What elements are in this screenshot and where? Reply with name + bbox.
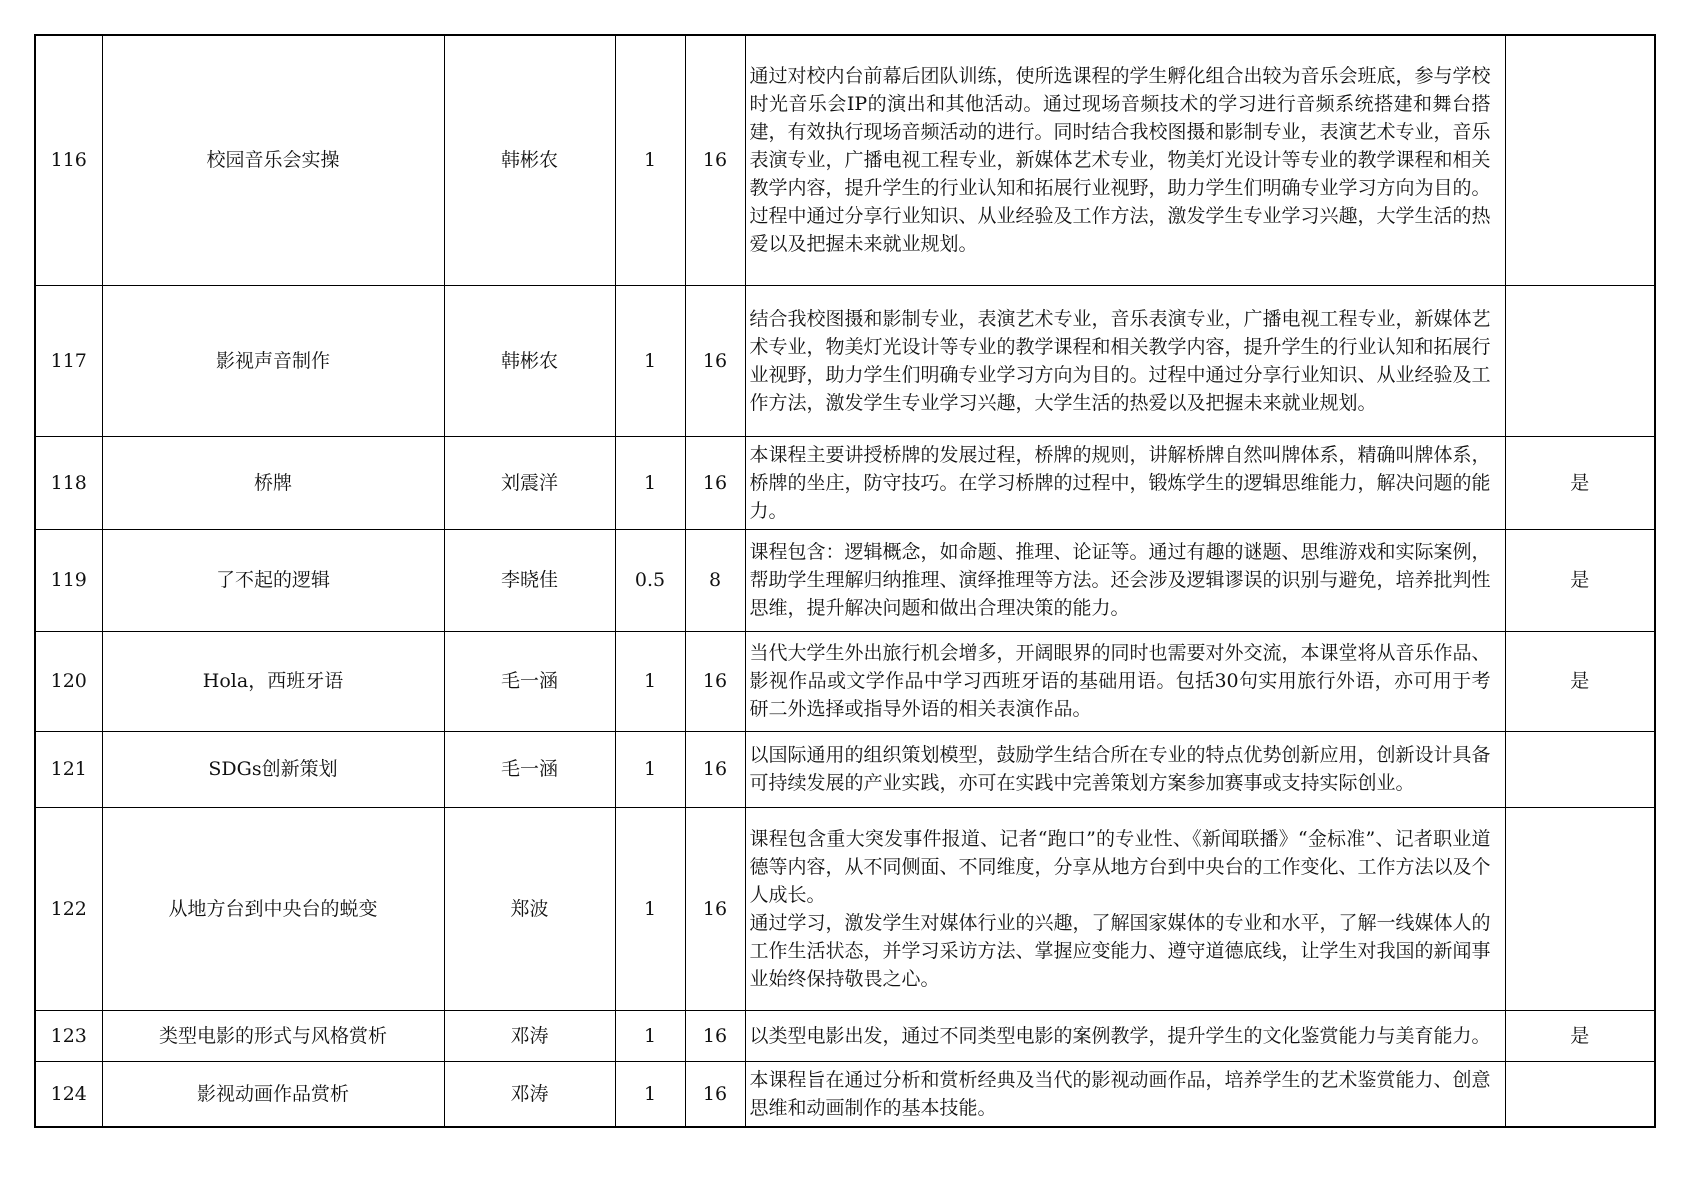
credit-cell: 1 — [615, 35, 685, 285]
table-row — [35, 731, 1655, 807]
teacher-cell: 李晓佳 — [444, 529, 615, 631]
flag-cell: 是 — [1505, 436, 1655, 529]
hours-cell: 16 — [685, 35, 745, 285]
table-row — [35, 436, 1655, 529]
course-number-cell: 119 — [35, 529, 102, 631]
course-description-cell: 本课程旨在通过分析和赏析经典及当代的影视动画作品，培养学生的艺术鉴赏能力、创意思维和动画制作的基本技能。 — [745, 1061, 1505, 1127]
hours-cell: 16 — [685, 436, 745, 529]
course-name-cell: 了不起的逻辑 — [102, 529, 444, 631]
course-name-cell: 影视动画作品赏析 — [102, 1061, 444, 1127]
course-description-cell: 当代大学生外出旅行机会增多，开阔眼界的同时也需要对外交流，本课堂将从音乐作品、影视作品或文学作品中学习西班牙语的基础用语。包括30句实用旅行外语，亦可用于考研二外选择或指导外语的相关表演作品。 — [745, 631, 1505, 731]
course-table-body — [35, 35, 1655, 1127]
course-table-sheet — [34, 34, 1656, 1128]
course-name-cell: 校园音乐会实操 — [102, 35, 444, 285]
course-name-cell: 影视声音制作 — [102, 285, 444, 436]
course-description-cell: 课程包含重大突发事件报道、记者“跑口”的专业性、《新闻联播》“金标准”、记者职业道德等内容，从不同侧面、不同维度，分享从地方台到中央台的工作变化、工作方法以及个人成长。 通过学习，激发学生对媒体行业的兴趣，了解国家媒体的专业和水平，了解一线媒体人的工作生活状态，并学习采访方法、掌握应变能力、遵守道德底线，让学生对我国的新闻事业始终保持敬畏之心。 — [745, 807, 1505, 1010]
course-description-cell: 课程包含：逻辑概念，如命题、推理、论证等。通过有趣的谜题、思维游戏和实际案例，帮助学生理解归纳推理、演绎推理等方法。还会涉及逻辑谬误的识别与避免，培养批判性思维，提升解决问题和做出合理决策的能力。 — [745, 529, 1505, 631]
hours-cell: 16 — [685, 731, 745, 807]
teacher-cell: 邓涛 — [444, 1061, 615, 1127]
teacher-cell: 郑波 — [444, 807, 615, 1010]
teacher-cell: 邓涛 — [444, 1010, 615, 1061]
course-number-cell: 123 — [35, 1010, 102, 1061]
course-number-cell: 120 — [35, 631, 102, 731]
course-name-cell: Hola，西班牙语 — [102, 631, 444, 731]
course-table — [34, 34, 1656, 1128]
course-name-cell: 类型电影的形式与风格赏析 — [102, 1010, 444, 1061]
credit-cell: 1 — [615, 1010, 685, 1061]
teacher-cell: 韩彬农 — [444, 35, 615, 285]
credit-cell: 0.5 — [615, 529, 685, 631]
table-row — [35, 631, 1655, 731]
course-number-cell: 116 — [35, 35, 102, 285]
course-number-cell: 124 — [35, 1061, 102, 1127]
course-number-cell: 118 — [35, 436, 102, 529]
hours-cell: 16 — [685, 285, 745, 436]
credit-cell: 1 — [615, 807, 685, 1010]
course-number-cell: 121 — [35, 731, 102, 807]
course-description-cell: 结合我校图摄和影制专业，表演艺术专业，音乐表演专业，广播电视工程专业，新媒体艺术专业，物美灯光设计等专业的教学课程和相关教学内容，提升学生的行业认知和拓展行业视野，助力学生们明确专业学习方向为目的。过程中通过分享行业知识、从业经验及工作方法，激发学生专业学习兴趣，大学生活的热爱以及把握未来就业规划。 — [745, 285, 1505, 436]
table-row — [35, 285, 1655, 436]
table-row — [35, 807, 1655, 1010]
credit-cell: 1 — [615, 1061, 685, 1127]
hours-cell: 16 — [685, 1010, 745, 1061]
course-description-cell: 本课程主要讲授桥牌的发展过程，桥牌的规则，讲解桥牌自然叫牌体系，精确叫牌体系，桥牌的坐庄，防守技巧。在学习桥牌的过程中，锻炼学生的逻辑思维能力，解决问题的能力。 — [745, 436, 1505, 529]
flag-cell — [1505, 731, 1655, 807]
flag-cell — [1505, 285, 1655, 436]
teacher-cell: 毛一涵 — [444, 731, 615, 807]
course-description-cell: 以类型电影出发，通过不同类型电影的案例教学，提升学生的文化鉴赏能力与美育能力。 — [745, 1010, 1505, 1061]
flag-cell: 是 — [1505, 529, 1655, 631]
course-description-cell: 通过对校内台前幕后团队训练，使所选课程的学生孵化组合出较为音乐会班底，参与学校时光音乐会IP的演出和其他活动。通过现场音频技术的学习进行音频系统搭建和舞台搭建，有效执行现场音频活动的进行。同时结合我校图摄和影制专业，表演艺术专业，音乐表演专业，广播电视工程专业，新媒体艺术专业，物美灯光设计等专业的教学课程和相关教学内容，提升学生的行业认知和拓展行业视野，助力学生们明确专业学习方向为目的。过程中通过分享行业知识、从业经验及工作方法，激发学生专业学习兴趣，大学生活的热爱以及把握未来就业规划。 — [745, 35, 1505, 285]
hours-cell: 16 — [685, 1061, 745, 1127]
flag-cell — [1505, 1061, 1655, 1127]
hours-cell: 16 — [685, 631, 745, 731]
course-number-cell: 122 — [35, 807, 102, 1010]
table-row — [35, 1010, 1655, 1061]
flag-cell: 是 — [1505, 631, 1655, 731]
course-description-cell: 以国际通用的组织策划模型，鼓励学生结合所在专业的特点优势创新应用，创新设计具备可持续发展的产业实践，亦可在实践中完善策划方案参加赛事或支持实际创业。 — [745, 731, 1505, 807]
credit-cell: 1 — [615, 731, 685, 807]
teacher-cell: 韩彬农 — [444, 285, 615, 436]
table-row — [35, 1061, 1655, 1127]
teacher-cell: 毛一涵 — [444, 631, 615, 731]
flag-cell — [1505, 807, 1655, 1010]
flag-cell — [1505, 35, 1655, 285]
hours-cell: 8 — [685, 529, 745, 631]
course-name-cell: 从地方台到中央台的蜕变 — [102, 807, 444, 1010]
teacher-cell: 刘震洋 — [444, 436, 615, 529]
hours-cell: 16 — [685, 807, 745, 1010]
course-number-cell: 117 — [35, 285, 102, 436]
flag-cell: 是 — [1505, 1010, 1655, 1061]
course-name-cell: 桥牌 — [102, 436, 444, 529]
credit-cell: 1 — [615, 436, 685, 529]
credit-cell: 1 — [615, 631, 685, 731]
course-name-cell: SDGs创新策划 — [102, 731, 444, 807]
table-row — [35, 529, 1655, 631]
table-row — [35, 35, 1655, 285]
credit-cell: 1 — [615, 285, 685, 436]
